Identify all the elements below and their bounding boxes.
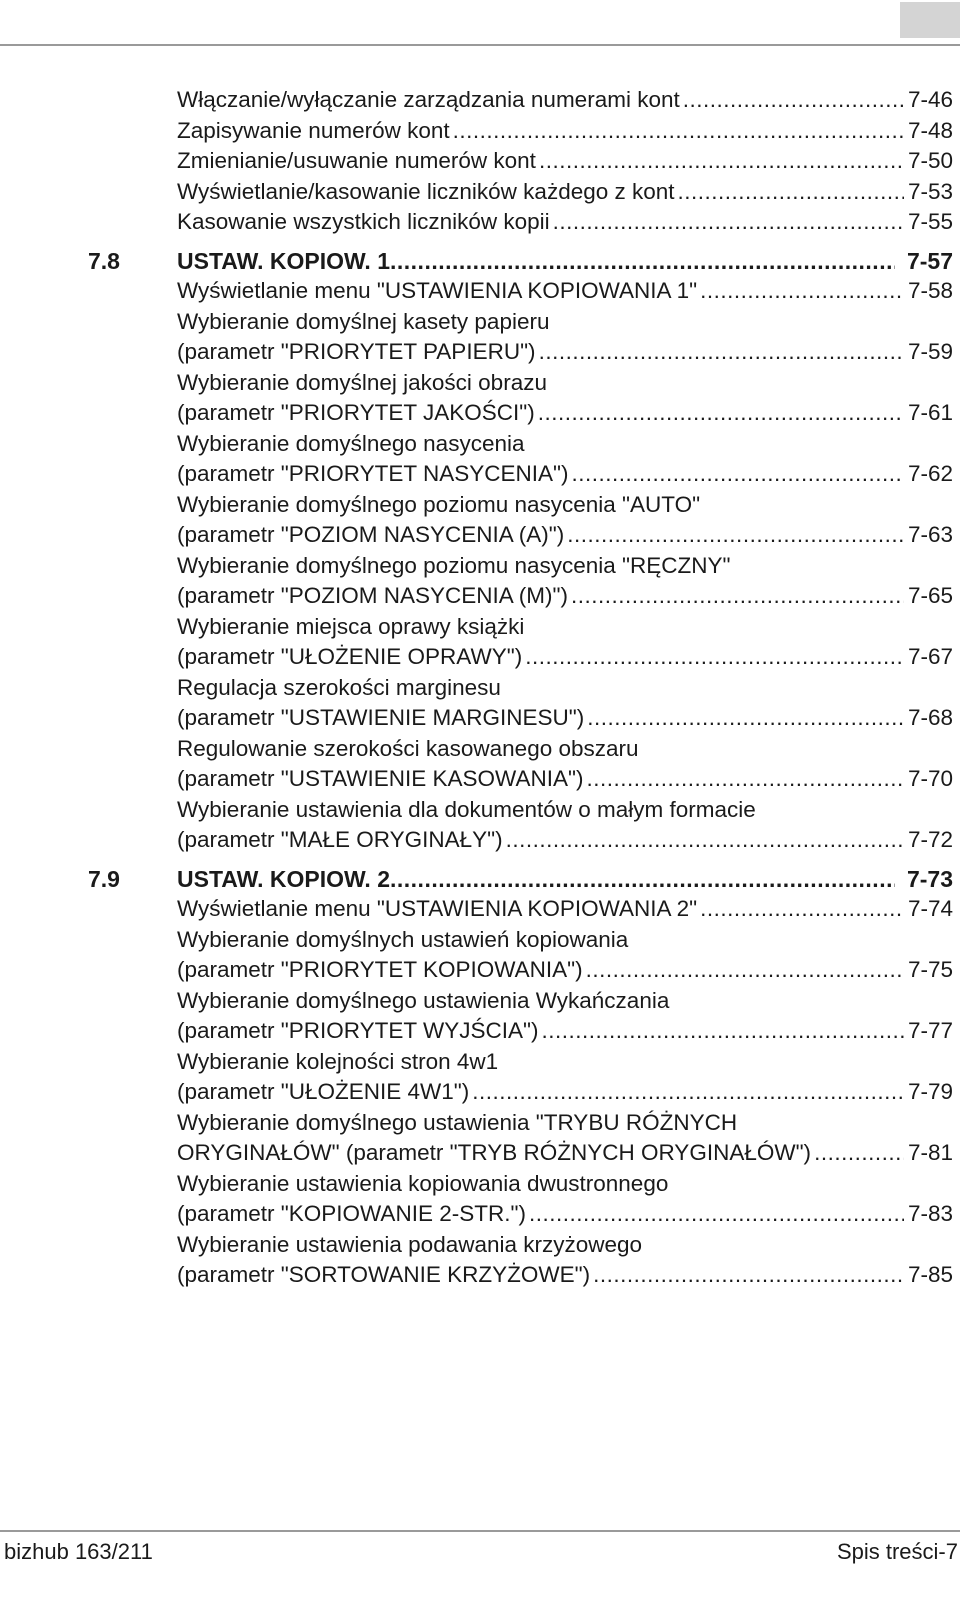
toc-entry[interactable] [177, 1047, 953, 1108]
toc-entry-title-line: Wybieranie domyślnego nasycenia [177, 430, 525, 456]
toc-entry-title-line: Wybieranie ustawienia dla dokumentów o małym formacie [177, 796, 756, 822]
toc-entry-title-line: Wybieranie domyślnego poziomu nasycenia "RĘCZNY" [177, 552, 731, 578]
toc-entry-title-line: Wybieranie ustawienia podawania krzyżowego [177, 1231, 643, 1257]
toc-entry[interactable] [177, 490, 953, 551]
toc-entry[interactable] [177, 894, 953, 925]
toc-section[interactable] [88, 246, 953, 277]
toc-page-number: 7-55 [907, 209, 953, 234]
toc-entry-title-line: Wybieranie ustawienia kopiowania dwustronnego [177, 1170, 669, 1196]
toc-page-number: 7-62 [907, 461, 953, 486]
toc-entry-title: (parametr "PRIORYTET JAKOŚCI") [177, 400, 535, 425]
toc-entry-title-line: Wybieranie domyślnego ustawienia Wykańczania [177, 987, 670, 1013]
toc-page-number: 7-79 [907, 1079, 953, 1104]
toc-entry-title: (parametr "UŁOŻENIE OPRAWY") [177, 644, 523, 669]
toc-entry-title: ORYGINAŁÓW" (parametr "TRYB RÓŻNYCH ORYGINAŁÓW") [177, 1140, 812, 1165]
toc-page-number: 7-73 [906, 865, 953, 892]
toc-entry-title: (parametr "PRIORYTET NASYCENIA") [177, 461, 569, 486]
toc-entry-title-line: Regulowanie szerokości kasowanego obszaru [177, 735, 639, 761]
toc-leader-dots [571, 459, 903, 490]
toc-entry[interactable] [177, 1108, 953, 1169]
toc-page-number: 7-70 [907, 766, 953, 791]
toc-entry[interactable] [177, 85, 953, 116]
toc-section[interactable] [88, 864, 953, 895]
toc-entry[interactable] [177, 795, 953, 856]
toc-entry[interactable] [177, 986, 953, 1047]
toc-page-number: 7-48 [907, 117, 953, 143]
toc-leader-dots [587, 703, 904, 734]
toc-leader-dots [593, 1260, 904, 1291]
toc-leader-dots [814, 1138, 904, 1169]
toc-page-number: 7-72 [907, 827, 953, 852]
toc-entry[interactable] [177, 116, 953, 147]
toc-entry-title: Wyświetlanie/kasowanie liczników każdego z kont [177, 178, 675, 204]
toc-section-title: USTAW. KOPIOW. 1 [177, 247, 390, 274]
corner-tab [900, 2, 960, 38]
toc-entry[interactable] [177, 551, 953, 612]
toc-section-number: 7.8 [88, 247, 120, 274]
toc-leader-dots [525, 642, 904, 673]
toc-page-number: 7-46 [907, 87, 953, 112]
toc-leader-dots [700, 276, 904, 307]
toc-entry-title: Kasowanie wszystkich liczników kopii [177, 209, 550, 234]
toc-entry-title-line: Wybieranie domyślnych ustawień kopiowania [177, 926, 629, 952]
toc-entry-title: (parametr "PRIORYTET PAPIERU") [177, 339, 536, 364]
toc-entry-title: (parametr "PRIORYTET KOPIOWANIA") [177, 957, 583, 982]
toc-entry-title: (parametr "PRIORYTET WYJŚCIA") [177, 1018, 539, 1043]
toc-leader-dots [539, 337, 904, 368]
toc-leader-dots [553, 207, 904, 238]
toc-entry-title-line: Wybieranie miejsca oprawy książki [177, 613, 525, 639]
toc-page-number: 7-77 [907, 1018, 953, 1043]
toc-leader-dots [539, 146, 904, 177]
toc-entry[interactable] [177, 1169, 953, 1230]
toc-entry-title: Zapisywanie numerów kont [177, 117, 450, 143]
toc-entry-title-line: Regulacja szerokości marginesu [177, 674, 501, 700]
toc-page-number: 7-53 [907, 178, 953, 204]
toc-leader-dots [571, 581, 904, 612]
toc-page-number: 7-83 [907, 1201, 953, 1226]
toc-leader-dots [453, 116, 904, 147]
toc-entry[interactable] [177, 207, 953, 238]
toc-entry[interactable] [177, 429, 953, 490]
toc-entry[interactable] [177, 925, 953, 986]
toc-entry-title: Zmienianie/usuwanie numerów kont [177, 148, 536, 173]
toc-leader-dots [567, 520, 904, 551]
toc-entry[interactable] [177, 673, 953, 734]
toc-entry-title: Wyświetlanie menu "USTAWIENIA KOPIOWANIA 1" [177, 278, 698, 303]
toc-entry-title-line: Wybieranie domyślnego ustawienia "TRYBU RÓŻNYCH [177, 1109, 738, 1135]
toc-page-number: 7-75 [907, 957, 953, 982]
toc-page-number: 7-81 [907, 1140, 953, 1165]
toc-entry[interactable] [177, 146, 953, 177]
toc-page-number: 7-58 [907, 278, 953, 303]
toc-page-number: 7-63 [907, 522, 953, 547]
toc-leader-dots [529, 1199, 904, 1230]
toc-entry-title: (parametr "USTAWIENIE MARGINESU") [177, 705, 585, 730]
toc-entry-title-line: Wybieranie domyślnej jakości obrazu [177, 369, 547, 395]
toc-entry-title: (parametr "UŁOŻENIE 4W1") [177, 1079, 470, 1104]
toc-entry[interactable] [177, 368, 953, 429]
toc-page-number: 7-50 [907, 148, 953, 173]
toc-entry-title: (parametr "SORTOWANIE KRZYŻOWE") [177, 1262, 591, 1287]
toc-leader-dots [683, 85, 904, 116]
toc-leader-dots [538, 398, 904, 429]
toc-entry[interactable] [177, 734, 953, 795]
header-rule [0, 44, 960, 46]
toc-entry-title: (parametr "POZIOM NASYCENIA (A)") [177, 522, 565, 547]
toc-page-number: 7-61 [907, 400, 953, 425]
toc-page-number: 7-59 [907, 339, 953, 364]
toc-page-number: 7-74 [907, 896, 953, 921]
toc-entry-title: (parametr "POZIOM NASYCENIA (M)") [177, 583, 569, 608]
toc-entry[interactable] [177, 612, 953, 673]
toc-leader-dots [472, 1077, 904, 1108]
toc-entry[interactable] [177, 307, 953, 368]
toc-leader-dots [678, 177, 904, 208]
toc-page-number: 7-65 [907, 583, 953, 608]
toc-entry-title: (parametr "MAŁE ORYGINAŁY") [177, 827, 503, 852]
toc-page-number: 7-68 [907, 705, 953, 730]
toc-entry-title-line: Wybieranie kolejności stron 4w1 [177, 1048, 499, 1074]
toc-page-number: 7-67 [907, 644, 953, 669]
toc-page-number: 7-57 [906, 247, 953, 274]
toc-entry-title-line: Wybieranie domyślnego poziomu nasycenia "AUTO" [177, 491, 701, 517]
toc-entry[interactable] [177, 1230, 953, 1291]
toc-entry-title: Wyświetlanie menu "USTAWIENIA KOPIOWANIA 2" [177, 896, 698, 921]
toc-leader-dots [700, 894, 904, 925]
toc-entry[interactable] [177, 177, 953, 208]
footer-page-label: Spis treści-7 [836, 1539, 958, 1564]
footer-product-name: bizhub 163/211 [4, 1539, 153, 1564]
toc-entry-title: (parametr "USTAWIENIE KASOWANIA") [177, 766, 584, 791]
toc-entry-title: (parametr "KOPIOWANIE 2-STR.") [177, 1201, 526, 1226]
toc-entry-title: Włączanie/wyłączanie zarządzania numerami kont [177, 87, 680, 112]
toc-entry[interactable] [177, 276, 953, 307]
toc-leader-dots [541, 1016, 904, 1047]
toc-entry-title-line: Wybieranie domyślnej kasety papieru [177, 308, 550, 334]
toc-leader-dots [586, 955, 904, 986]
toc-leader-dots [506, 825, 904, 856]
toc-section-title: USTAW. KOPIOW. 2 [177, 865, 390, 892]
toc-section-number: 7.9 [88, 865, 120, 892]
toc-leader-dots [390, 864, 895, 895]
toc-leader-dots [586, 764, 904, 795]
footer-rule [0, 1530, 960, 1532]
toc-page-number: 7-85 [907, 1262, 953, 1287]
toc-leader-dots [390, 246, 895, 277]
